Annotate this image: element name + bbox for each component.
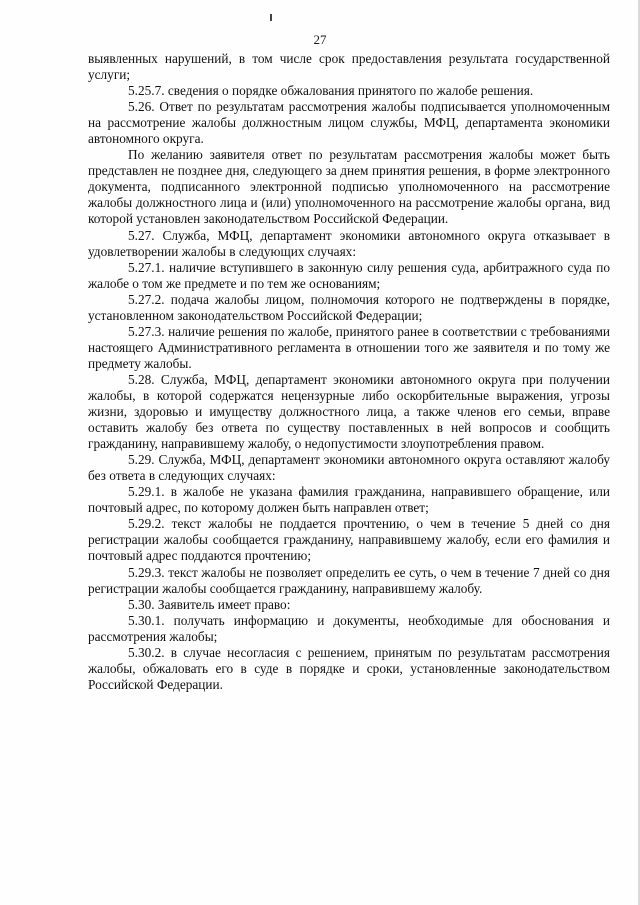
paragraph-5-27: 5.27. Служба, МФЦ, департамент экономики автономного округа отказывает в удовлетворении жалобы в следующих случаях:	[88, 227, 610, 259]
paragraph-5-29-1: 5.29.1. в жалобе не указана фамилия гражданина, направившего обращение, или почтовый адрес, по которому должен быть направлен ответ;	[88, 484, 610, 516]
paragraph-5-30: 5.30. Заявитель имеет право:	[128, 596, 291, 612]
paragraph-5-28: 5.28. Служба, МФЦ, департамент экономики автономного округа при получении жалобы, в которой содержатся нецензурные либо оскорбительные выражения, угрозы жизни, здоровью и имуществу должностного лица, а также членов его семьи, вправе оставить жалобу без ответа по существу поставленных в ней вопросов и сообщить гражданину, направившему жалобу, о недопустимости злоупотребления правом.	[88, 371, 610, 452]
page-number: 27	[313, 32, 327, 47]
paragraph-5-30-2: 5.30.2. в случае несогласия с решением, принятым по результатам рассмотрения жалобы, обжаловать его в суде в порядке и сроки, установленные законодательством Российской Федерации.	[88, 644, 610, 692]
paragraph-electronic-reply: По желанию заявителя ответ по результатам рассмотрения жалобы может быть представлен не позднее дня, следующего за днем принятия решения, в форме электронного документа, подписанного электронной подписью уполномоченного на рассмотрение жалобы должностного лица и (или) уполномоченного на рассмотрение жалобы органа, вид которой установлен законодательством Российской Федерации.	[88, 147, 610, 227]
paragraph-5-27-1: 5.27.1. наличие вступившего в законную силу решения суда, арбитражного суда по жалобе о том же предмете и по тем же основаниям;	[88, 259, 610, 291]
scan-artifact-mark	[270, 14, 272, 21]
paragraph-5-25-7: 5.25.7. сведения о порядке обжалования принятого по жалобе решения.	[128, 83, 534, 99]
paragraph-5-27-3: 5.27.3. наличие решения по жалобе, принятого ранее в соответствии с требованиями настоящего Административного регламента в отношении того же заявителя и по тому же предмету жалобы.	[88, 323, 610, 371]
paragraph-continuation: выявленных нарушений, в том числе срок предоставления результата государственной услуги;	[88, 51, 610, 83]
paragraph-5-26: 5.26. Ответ по результатам рассмотрения жалобы подписывается уполномоченным на рассмотрение жалобы должностным лицом службы, МФЦ, департамента экономики автономного округа.	[88, 99, 610, 147]
paragraph-5-27-2: 5.27.2. подача жалобы лицом, полномочия которого не подтверждены в порядке, установленном законодательством Российской Федерации;	[88, 291, 610, 323]
paragraph-5-29-2: 5.29.2. текст жалобы не поддается прочтению, о чем в течение 5 дней со дня регистрации жалобы сообщается гражданину, направившему жалобу, если его фамилия и почтовый адрес поддаются прочтению;	[88, 516, 610, 564]
document-body	[88, 51, 610, 693]
paragraph-5-29-3: 5.29.3. текст жалобы не позволяет определить ее суть, о чем в течение 7 дней со дня регистрации жалобы сообщается гражданину, направившему жалобу.	[88, 564, 610, 596]
paragraph-5-30-1: 5.30.1. получать информацию и документы, необходимые для обоснования и рассмотрения жалобы;	[88, 612, 610, 644]
paragraph-5-29: 5.29. Служба, МФЦ, департамент экономики автономного округа оставляют жалобу без ответа в следующих случаях:	[88, 452, 610, 484]
